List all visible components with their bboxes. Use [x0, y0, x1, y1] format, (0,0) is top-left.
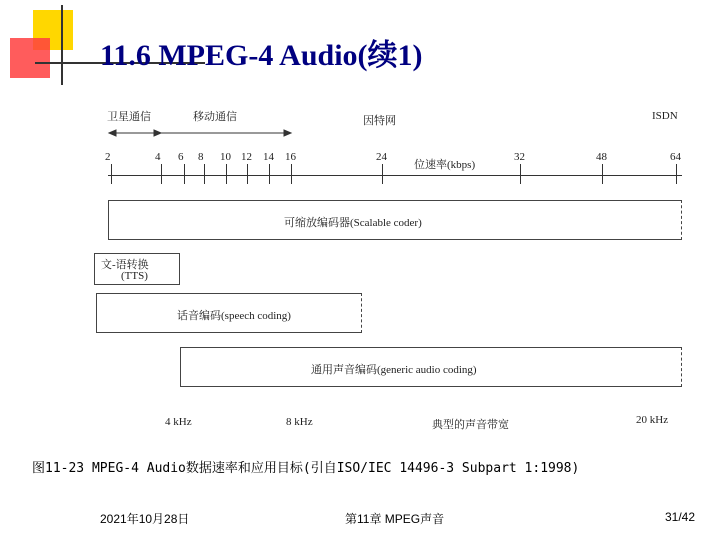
axis-tick: [602, 164, 603, 184]
scalable-coder-bar: [108, 200, 682, 240]
footer-date: 2021年10月28日: [100, 512, 190, 526]
label-4khz: 4 kHz: [165, 416, 192, 428]
tts-label-line2: (TTS): [121, 270, 148, 282]
axis-tick: [291, 164, 292, 184]
axis-tick: [676, 164, 677, 184]
label-internet: 因特网: [363, 115, 396, 127]
axis-tick-label: 24: [376, 151, 387, 163]
axis-line: [108, 175, 682, 176]
figure-caption: 图11-23 MPEG-4 Audio数据速率和应用目标(引自ISO/IEC 14496-3 Subpart 1:1998): [32, 461, 580, 476]
speech-coding-bar: [96, 293, 362, 333]
axis-tick-label: 6: [178, 151, 184, 163]
label-8khz: 8 kHz: [286, 416, 313, 428]
axis-tick-label: 8: [198, 151, 204, 163]
label-satellite: 卫星通信: [107, 111, 151, 123]
tts-box: [94, 253, 180, 285]
axis-tick: [204, 164, 205, 184]
axis-tick-label: 32: [514, 151, 525, 163]
range-arrows: [0, 0, 720, 200]
label-isdn: ISDN: [652, 110, 678, 122]
axis-tick: [184, 164, 185, 184]
axis-tick: [161, 164, 162, 184]
label-mobile: 移动通信: [193, 111, 237, 123]
axis-tick-label: 16: [285, 151, 296, 163]
axis-tick: [520, 164, 521, 184]
axis-tick-label: 12: [241, 151, 252, 163]
axis-tick: [269, 164, 270, 184]
label-typical-bandwidth: 典型的声音带宽: [432, 419, 509, 431]
axis-tick: [247, 164, 248, 184]
scalable-coder-label: 可缩放编码器(Scalable coder): [284, 217, 422, 229]
axis-tick: [226, 164, 227, 184]
axis-tick-label: 14: [263, 151, 274, 163]
footer-page: 31/42: [665, 510, 696, 524]
axis-tick-label: 2: [105, 151, 111, 163]
axis-tick: [382, 164, 383, 184]
footer-chapter: 第11章 MPEG声音: [345, 512, 445, 526]
tts-label-line1: 文-语转换: [101, 259, 149, 271]
label-20khz: 20 kHz: [636, 414, 669, 426]
axis-tick-label: 10: [220, 151, 231, 163]
generic-audio-bar: [180, 347, 682, 387]
axis-tick: [111, 164, 112, 184]
generic-audio-label: 通用声音编码(generic audio coding): [311, 364, 477, 376]
slide-title: 11.6 MPEG-4 Audio(续1): [100, 39, 423, 72]
axis-tick-label: 64: [670, 151, 681, 163]
bitrate-label: 位速率(kbps): [414, 159, 476, 171]
speech-coding-label: 话音编码(speech coding): [177, 310, 291, 322]
axis-tick-label: 48: [596, 151, 607, 163]
axis-tick-label: 4: [155, 151, 161, 163]
